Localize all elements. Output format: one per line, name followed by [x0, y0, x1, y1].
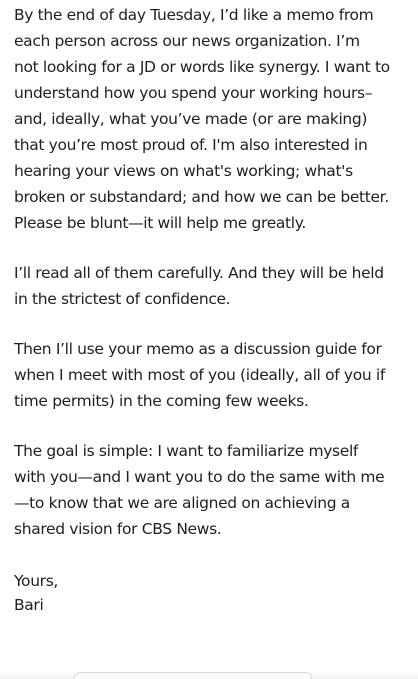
memo-line: and, ideally, what you’ve made (or are making)	[14, 110, 368, 128]
memo-signature: Bari	[14, 596, 44, 614]
memo-line: in the strictest of confidence.	[14, 290, 231, 308]
memo-line: hearing your views on what's working; what's	[14, 162, 353, 180]
memo-line: shared vision for CBS News.	[14, 520, 222, 538]
memo-line: I’ll read all of them carefully. And they will be held	[14, 264, 384, 282]
memo-paragraph-confidentiality	[14, 260, 414, 312]
memo-line: each person across our news organization. I’m	[14, 32, 360, 50]
bottom-overlay-pill	[74, 672, 312, 679]
memo-line: The goal is simple: I want to familiarize myself	[14, 442, 359, 460]
memo-closing	[14, 568, 414, 616]
memo-paragraph-discussion	[14, 336, 414, 414]
memo-salutation: Yours,	[14, 572, 58, 590]
memo-line: that you’re most proud of. I'm also interested in	[14, 136, 368, 154]
memo-line: broken or substandard; and how we can be better.	[14, 188, 389, 206]
memo-paragraph-request	[14, 2, 414, 236]
memo-line: time permits) in the coming few weeks.	[14, 392, 309, 410]
memo-line: with you—and I want you to do the same with me	[14, 468, 385, 486]
memo-line: Please be blunt—it will help me greatly.	[14, 214, 306, 232]
memo-line: —to know that we are aligned on achieving a	[14, 494, 350, 512]
memo-line: when I meet with most of you (ideally, all of you if	[14, 366, 385, 384]
memo-line: understand how you spend your working hours–	[14, 84, 373, 102]
memo-line: not looking for a JD or words like synergy. I want to	[14, 58, 390, 76]
memo-line: By the end of day Tuesday, I’d like a memo from	[14, 6, 374, 24]
memo-document	[14, 2, 414, 616]
memo-paragraph-goal	[14, 438, 414, 542]
memo-line: Then I’ll use your memo as a discussion guide for	[14, 340, 382, 358]
